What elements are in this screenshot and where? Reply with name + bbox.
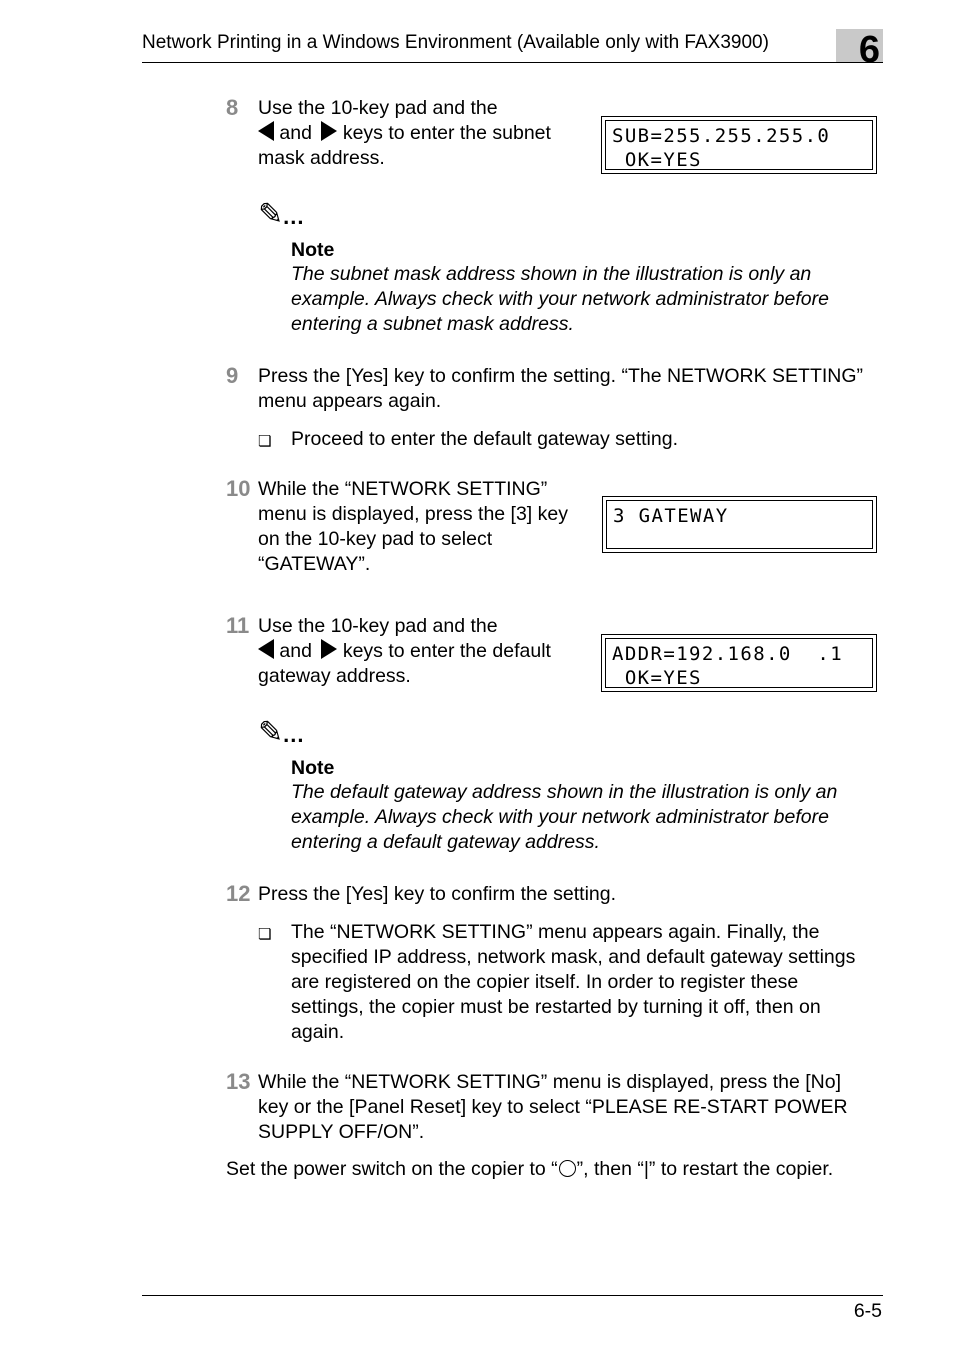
step-13-text [258, 1070, 898, 1145]
chapter-tab [836, 29, 883, 71]
step-13-line-2: key or the [Panel Reset] key to select “PLEASE RE-START POWER [258, 1096, 848, 1118]
step-12-bullet-line-5: again. [291, 1021, 345, 1043]
step-13-number: 13 [226, 1069, 251, 1094]
lcd-screen [605, 638, 873, 688]
note-dots: ... [283, 722, 305, 747]
final-instruction-part-1: Set the power switch on the copier to “ [226, 1158, 558, 1180]
step-12-bullet-line-2: specified IP address, network mask, and default gateway settings [291, 946, 856, 968]
bullet-marker: ❏ [258, 925, 272, 943]
lcd-line-1: ADDR=192.168.0 .1 [612, 643, 844, 665]
step-13-line-3: SUPPLY OFF/ON”. [258, 1121, 425, 1143]
step-8-line-1: Use the 10-key pad and the [258, 97, 498, 119]
final-instruction [226, 1157, 833, 1182]
note-2 [291, 757, 891, 855]
step-9-line-2: menu appears again. [258, 390, 442, 412]
note-1-title: Note [291, 239, 335, 261]
note-2-title: Note [291, 757, 335, 779]
step-12-bullet [291, 920, 891, 1045]
chapter-number: 6 [858, 29, 880, 71]
lcd-line-2: OK=YES [612, 149, 702, 171]
lcd-display-subnet [601, 116, 877, 174]
pencil-note-icon: ✎ [258, 715, 284, 750]
bullet-marker: ❏ [258, 432, 272, 450]
step-10-line-3: on the 10-key pad to select [258, 528, 493, 550]
step-12-bullet-line-4: settings, the copier must be restarted by turning it off, then on [291, 996, 821, 1018]
step-9-number: 9 [226, 363, 239, 388]
left-arrow-key-icon [258, 639, 274, 659]
step-11-text [258, 614, 588, 689]
final-instruction-part-2: ”, then “|” to restart the copier. [576, 1158, 834, 1180]
step-11-line-3: gateway address. [258, 665, 411, 687]
note-1-icon-group [258, 197, 305, 232]
step-11-number: 11 [226, 613, 250, 638]
note-1-line-3: entering a subnet mask address. [291, 313, 574, 335]
step-12-line-1: Press the [Yes] key to confirm the setting. [258, 883, 617, 905]
step-8-text [258, 96, 588, 171]
step-12-bullet-line-1: The “NETWORK SETTING” menu appears again. Finally, the [291, 921, 820, 943]
step-11-keys-text: keys to enter the default [342, 640, 551, 662]
step-8-and: and [279, 122, 312, 144]
step-8-keys-text: keys to enter the subnet [342, 122, 551, 144]
step-10-line-2: menu is displayed, press the [3] key [258, 503, 568, 525]
lcd-screen [606, 500, 873, 549]
pencil-note-icon: ✎ [258, 197, 284, 232]
running-header-title: Network Printing in a Windows Environment (Available only with FAX3900) [142, 32, 769, 53]
lcd-line-1: SUB=255.255.255.0 [612, 125, 831, 147]
step-10-line-1: While the “NETWORK SETTING” [258, 478, 548, 500]
step-9-bullet: Proceed to enter the default gateway setting. [291, 428, 679, 450]
left-arrow-key-icon [258, 121, 274, 141]
lcd-display-gateway-menu [602, 496, 877, 553]
note-1 [291, 239, 891, 337]
note-2-line-2: example. Always check with your network administrator before [291, 806, 829, 828]
lcd-line-1: 3 GATEWAY [613, 505, 729, 527]
step-9-line-1: Press the [Yes] key to confirm the setting. “The NETWORK SETTING” [258, 365, 864, 387]
step-8-number: 8 [226, 95, 239, 120]
step-10-text [258, 477, 588, 577]
step-11-line-1: Use the 10-key pad and the [258, 615, 498, 637]
power-off-circle-icon [559, 1160, 576, 1177]
footer-rule [142, 1295, 883, 1296]
note-dots: ... [283, 204, 305, 229]
right-arrow-key-icon [321, 639, 337, 659]
step-11-and: and [279, 640, 312, 662]
note-1-line-2: example. Always check with your network administrator before [291, 288, 829, 310]
lcd-line-2: OK=YES [612, 667, 702, 689]
page-number: 6-5 [853, 1300, 882, 1322]
step-9-text [258, 364, 898, 414]
step-12-number: 12 [226, 881, 251, 906]
right-arrow-key-icon [321, 121, 337, 141]
step-10-line-4: “GATEWAY”. [258, 553, 371, 575]
note-2-line-3: entering a default gateway address. [291, 831, 600, 853]
step-10-number: 10 [226, 476, 251, 501]
header-rule [142, 62, 883, 63]
note-2-line-1: The default gateway address shown in the illustration is only an [291, 781, 838, 803]
note-2-icon-group [258, 715, 305, 750]
step-12-bullet-line-3: are registered on the copier itself. In order to register these [291, 971, 799, 993]
step-13-line-1: While the “NETWORK SETTING” menu is displayed, press the [No] [258, 1071, 842, 1093]
lcd-screen [605, 120, 873, 170]
lcd-display-gateway-address [601, 634, 877, 692]
note-1-line-1: The subnet mask address shown in the illustration is only an [291, 263, 812, 285]
step-8-line-3: mask address. [258, 147, 385, 169]
